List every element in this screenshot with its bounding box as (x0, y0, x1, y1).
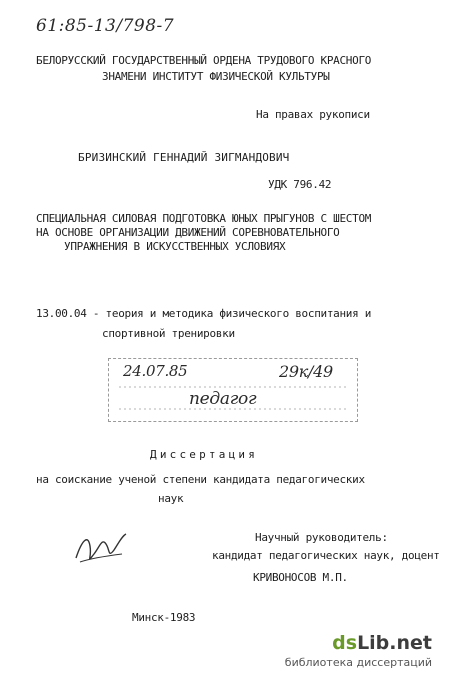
specialty-line-2: спортивной тренировки (102, 327, 235, 340)
handwritten-signature (72, 528, 130, 568)
stamp-date: 24.07.85 (123, 362, 188, 380)
degree-line-2: наук (158, 492, 184, 505)
title-line-1: СПЕЦИАЛЬНАЯ СИЛОВАЯ ПОДГОТОВКА ЮНЫХ ПРЫГУНОВ С ШЕСТОМ (36, 212, 372, 225)
title-line-3: УПРАЖНЕНИЯ В ИСКУССТВЕННЫХ УСЛОВИЯХ (64, 240, 286, 253)
city-year: Минск-1983 (132, 611, 196, 624)
specialty-line-1: 13.00.04 - теория и методика физического воспитания и (36, 307, 372, 320)
supervisor-title: кандидат педагогических наук, доцент (212, 549, 440, 562)
stamp-hatching (109, 359, 357, 421)
dslib-subtitle: библиотека диссертаций (284, 656, 432, 669)
document-type: Диссертация (150, 448, 259, 461)
dslib-logo[interactable] (332, 632, 432, 654)
library-stamp (108, 358, 358, 422)
supervisor-name: КРИВОНОСОВ М.П. (253, 571, 348, 584)
udc-code: УДК 796.42 (268, 178, 332, 191)
manuscript-rights: На правах рукописи (256, 108, 370, 121)
stamp-number: 29к/49 (279, 362, 333, 381)
archive-code: 61:85-13/798-7 (36, 16, 175, 36)
logo-prefix: ds (332, 632, 358, 654)
institution-line-2: ЗНАМЕНИ ИНСТИТУТ ФИЗИЧЕСКОЙ КУЛЬТУРЫ (102, 70, 330, 83)
title-line-2: НА ОСНОВЕ ОРГАНИЗАЦИИ ДВИЖЕНИЙ СОРЕВНОВАТЕЛЬНОГО (36, 226, 340, 239)
logo-rest: Lib.net (357, 632, 432, 654)
degree-line-1: на соискание ученой степени кандидата педагогических (36, 473, 365, 486)
institution-line-1: БЕЛОРУССКИЙ ГОСУДАРСТВЕННЫЙ ОРДЕНА ТРУДОВОГО КРАСНОГО (36, 54, 372, 67)
supervisor-label: Научный руководитель: (255, 531, 388, 544)
author-name: БРИЗИНСКИЙ ГЕННАДИЙ ЗИГМАНДОВИЧ (78, 151, 290, 164)
stamp-word: педагог (189, 389, 257, 409)
